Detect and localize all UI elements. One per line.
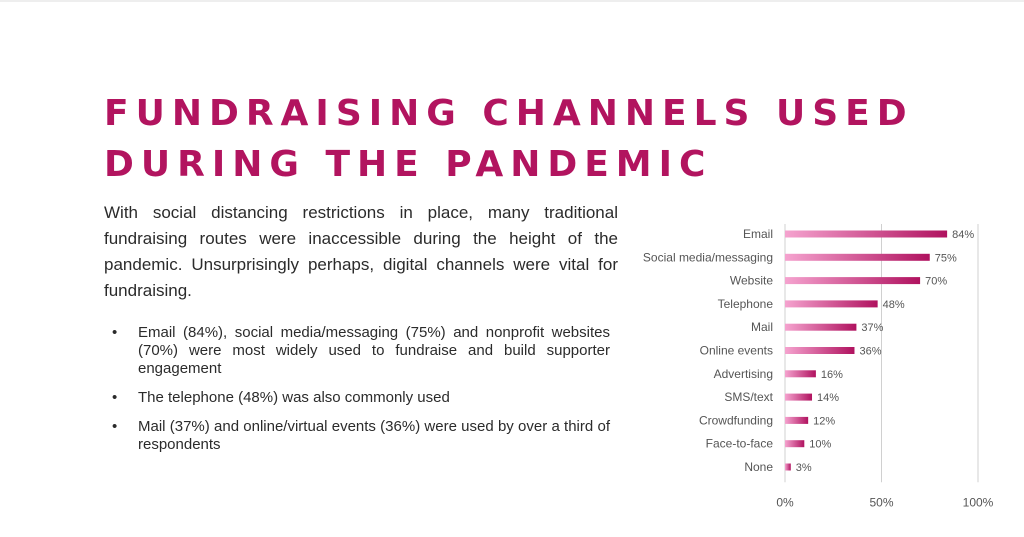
bullet-icon: •	[112, 389, 118, 406]
category-label-1: Social media/messaging	[642, 250, 773, 265]
category-label-8: Crowdfunding	[698, 413, 773, 428]
bar-7	[785, 394, 812, 401]
finding-text-1: Email (84%), social media/messaging (75%) and nonprofit websites (70%) were most widely used to fundraise and build supporter engagement	[138, 324, 610, 377]
category-label-0: Email	[742, 227, 773, 241]
data-label-5: 36%	[859, 345, 882, 358]
page-title	[104, 88, 984, 190]
bar-1	[785, 254, 930, 261]
intro-paragraph: With social distancing restrictions in place, many traditional fundraising routes were inaccessible during the height of the pandemic. Unsurprisingly perhaps, digital channels were vital for fundraising.	[104, 203, 618, 300]
channels-bar-chart	[620, 216, 1010, 516]
data-label-9: 10%	[809, 438, 832, 451]
bar-3	[785, 300, 878, 307]
bar-8	[785, 417, 808, 424]
data-label-7: 14%	[817, 392, 840, 405]
finding-item-2	[112, 389, 610, 407]
bar-6	[785, 370, 816, 377]
category-label-9: Face-to-face	[705, 436, 773, 451]
title-line-1: FUNDRAISING CHANNELS USED	[104, 93, 914, 134]
bar-5	[785, 347, 854, 354]
finding-item-3	[112, 418, 610, 454]
category-label-6: Advertising	[713, 366, 773, 381]
category-label-5: Online events	[699, 343, 773, 358]
data-label-10: 3%	[795, 462, 812, 474]
data-label-8: 12%	[813, 415, 836, 428]
data-label-6: 16%	[820, 368, 843, 381]
category-label-3: Telephone	[717, 296, 773, 311]
x-tick-label-1: 50%	[869, 495, 894, 510]
top-divider	[0, 0, 1024, 2]
bar-4	[785, 324, 856, 331]
data-label-4: 37%	[861, 322, 884, 335]
category-label-7: SMS/text	[724, 390, 773, 405]
data-label-3: 48%	[882, 298, 905, 311]
finding-text-3: Mail (37%) and online/virtual events (36%) were used by over a third of respondents	[138, 418, 610, 453]
bar-2	[785, 277, 920, 284]
finding-item-1	[112, 324, 610, 378]
bar-9	[785, 440, 804, 447]
data-label-2: 70%	[925, 275, 948, 288]
x-tick-label-0: 0%	[776, 495, 794, 510]
finding-text-2: The telephone (48%) was also commonly used	[138, 389, 450, 406]
data-label-0: 84%	[952, 229, 975, 241]
bullet-icon: •	[112, 418, 118, 435]
findings-list	[112, 324, 610, 465]
category-label-4: Mail	[750, 320, 773, 335]
category-label-10: None	[744, 460, 773, 474]
bar-10	[785, 464, 791, 471]
x-tick-label-2: 100%	[962, 495, 994, 510]
title-line-2: DURING THE PANDEMIC	[104, 144, 713, 185]
bullet-icon: •	[112, 324, 118, 341]
bar-0	[785, 231, 947, 238]
category-label-2: Website	[729, 273, 773, 288]
data-label-1: 75%	[934, 252, 957, 265]
